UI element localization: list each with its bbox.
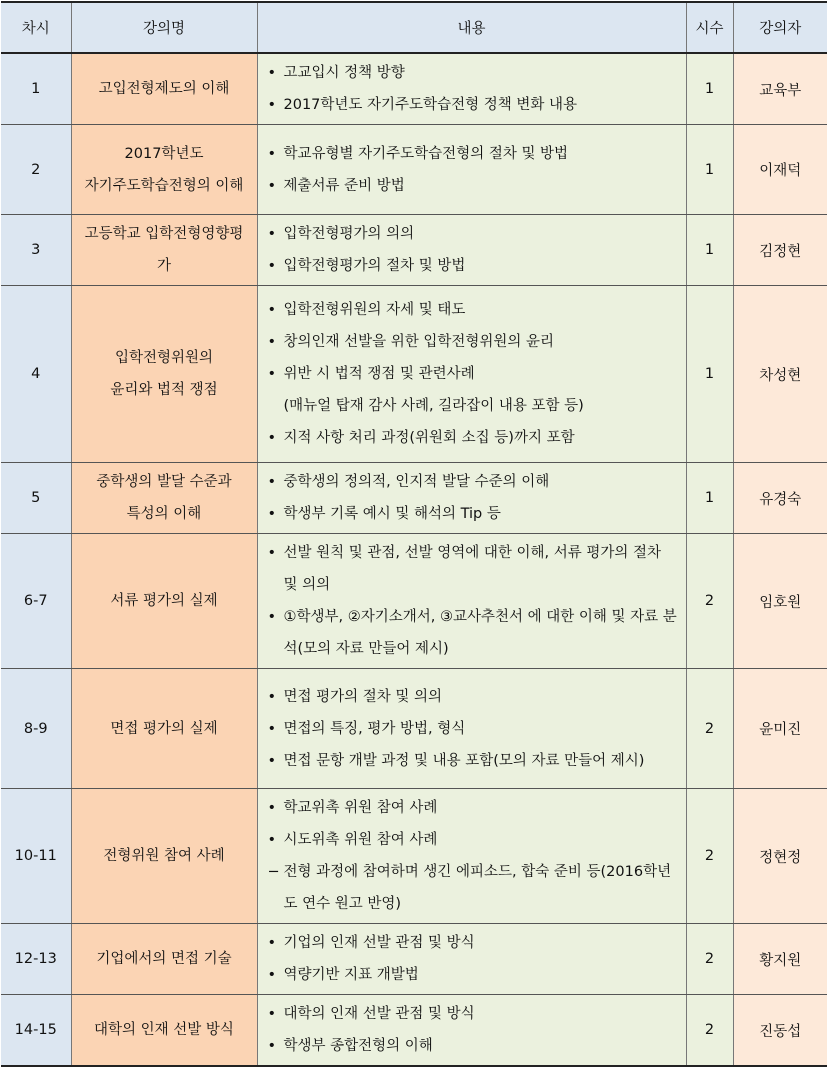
lecture-title-cell (71, 215, 257, 286)
lecture-title-line: 전형위원 참여 사례 (103, 848, 225, 864)
instructor-cell: 차성현 (733, 286, 827, 463)
content-item: (매뉴얼 탑재 감사 사례, 길라잡이 내용 포함 등) (283, 398, 584, 414)
hours-cell: 2 (686, 995, 733, 1067)
instructor-cell: 임호원 (733, 534, 827, 669)
header-session: 차시 (1, 2, 71, 53)
content-item: • 학생부 종합전형의 이해 (268, 1030, 680, 1062)
hours-cell: 2 (686, 534, 733, 669)
lecture-title-line: 특성의 이해 (126, 506, 202, 522)
instructor-cell: 윤미진 (733, 669, 827, 789)
content-item: • 입학전형위원의 자세 및 태도 (268, 294, 680, 326)
lecture-title-cell (71, 53, 257, 125)
session-cell: 5 (1, 463, 71, 534)
session-cell: 1 (1, 53, 71, 125)
content-cell (257, 924, 686, 995)
lecture-title-cell (71, 924, 257, 995)
instructor-cell: 교육부 (733, 53, 827, 125)
lecture-title-line: 서류 평가의 실제 (110, 593, 218, 609)
session-cell: 12-13 (1, 924, 71, 995)
lecture-title-line: 고등학교 입학전형영향평 (84, 226, 244, 242)
content-item: • 기업의 인재 선발 관점 및 방식 (268, 927, 680, 959)
content-item: • 지적 사항 처리 과정(위원회 소집 등)까지 포함 (268, 422, 680, 454)
instructor-cell: 황지원 (733, 924, 827, 995)
lecture-title-line: 중학생의 발달 수준과 (96, 474, 232, 490)
content-list (268, 466, 680, 530)
content-cell (257, 286, 686, 463)
table-row (1, 789, 827, 924)
lecture-title-line: 2017학년도 (124, 145, 204, 162)
content-cell (257, 215, 686, 286)
instructor-cell: 정현정 (733, 789, 827, 924)
content-item: • ①학생부, ②자기소개서, ③교사추천서 에 대한 이해 및 자료 분석(모의 자료 만들어 제시) (268, 601, 680, 665)
content-list (268, 138, 680, 202)
content-item: − 전형 과정에 참여하며 생긴 에피소드, 합숙 준비 등(2016학년도 연수 원고 반영) (268, 856, 680, 920)
curriculum-table (1, 1, 827, 1067)
lecture-title-cell (71, 789, 257, 924)
table-row (1, 534, 827, 669)
content-item: • 면접 평가의 절차 및 의의 (268, 681, 680, 713)
content-item: • 면접 문항 개발 과정 및 내용 포함(모의 자료 만들어 제시) (268, 745, 680, 777)
lecture-title-cell (71, 463, 257, 534)
lecture-title-cell (71, 995, 257, 1067)
hours-cell: 1 (686, 125, 733, 215)
lecture-title-cell (71, 534, 257, 669)
session-cell: 3 (1, 215, 71, 286)
content-item: • 학생부 기록 예시 및 해석의 Tip 등 (268, 498, 680, 530)
content-list (268, 927, 680, 991)
lecture-title-line: 입학전형위원의 (114, 350, 214, 366)
instructor-cell: 유경숙 (733, 463, 827, 534)
content-list (268, 537, 680, 665)
hours-cell: 1 (686, 286, 733, 463)
table-row (1, 125, 827, 215)
table-body (1, 53, 827, 1066)
content-cell (257, 995, 686, 1067)
content-list (268, 57, 680, 121)
content-item: • 시도위촉 위원 참여 사례 (268, 824, 680, 856)
lecture-title-line: 기업에서의 면접 기술 (96, 951, 232, 967)
table-row (1, 286, 827, 463)
content-cell (257, 669, 686, 789)
session-cell: 4 (1, 286, 71, 463)
content-list (268, 792, 680, 920)
content-item: • 제출서류 준비 방법 (268, 170, 680, 202)
session-cell: 6-7 (1, 534, 71, 669)
content-item: • 2017학년도 자기주도학습전형 정책 변화 내용 (268, 89, 680, 121)
hours-cell: 2 (686, 669, 733, 789)
content-cell (257, 534, 686, 669)
header-content: 내용 (257, 2, 686, 53)
table-row (1, 215, 827, 286)
content-item: • 선발 원칙 및 관점, 선발 영역에 대한 이해, 서류 평가의 절차 및 의의 (268, 537, 680, 601)
table-row (1, 995, 827, 1067)
header-row (1, 2, 827, 53)
hours-cell: 2 (686, 924, 733, 995)
content-item: • 대학의 인재 선발 관점 및 방식 (268, 998, 680, 1030)
header-instructor: 강의자 (733, 2, 827, 53)
content-item: • 입학전형평가의 의의 (268, 218, 680, 250)
lecture-title-line: 면접 평가의 실제 (110, 720, 218, 737)
lecture-title-cell (71, 669, 257, 789)
table-header (1, 2, 827, 53)
lecture-title-line: 윤리와 법적 쟁점 (110, 382, 218, 398)
content-item: • 위반 시 법적 쟁점 및 관련사례 (268, 358, 680, 390)
lecture-title-cell (71, 286, 257, 463)
content-cell (257, 789, 686, 924)
hours-cell: 1 (686, 53, 733, 125)
session-cell: 14-15 (1, 995, 71, 1067)
content-cell (257, 53, 686, 125)
table-row (1, 669, 827, 789)
header-lecture: 강의명 (71, 2, 257, 53)
content-list (268, 998, 680, 1062)
content-cell (257, 125, 686, 215)
lecture-title-line: 가 (156, 258, 171, 274)
content-list (268, 681, 680, 777)
table-row (1, 463, 827, 534)
instructor-cell: 진동섭 (733, 995, 827, 1067)
instructor-cell: 이재덕 (733, 125, 827, 215)
content-item: • 학교위촉 위원 참여 사례 (268, 792, 680, 824)
content-item: • 역량기반 지표 개발법 (268, 959, 680, 991)
content-list (268, 294, 680, 454)
lecture-title-cell (71, 125, 257, 215)
content-list (268, 218, 680, 282)
header-hours: 시수 (686, 2, 733, 53)
content-item: • 면접의 특징, 평가 방법, 형식 (268, 713, 680, 745)
hours-cell: 1 (686, 215, 733, 286)
lecture-title-line: 대학의 인재 선발 방식 (94, 1022, 234, 1038)
content-item: • 학교유형별 자기주도학습전형의 절차 및 방법 (268, 138, 680, 170)
content-item: • 입학전형평가의 절차 및 방법 (268, 250, 680, 282)
session-cell: 10-11 (1, 789, 71, 924)
session-cell: 2 (1, 125, 71, 215)
lecture-title-line: 고입전형제도의 이해 (98, 81, 230, 97)
instructor-cell: 김정현 (733, 215, 827, 286)
hours-cell: 2 (686, 789, 733, 924)
content-cell (257, 463, 686, 534)
content-item: • 고교입시 정책 방향 (268, 57, 680, 89)
table-row (1, 53, 827, 125)
table-row (1, 924, 827, 995)
hours-cell: 1 (686, 463, 733, 534)
lecture-title-line: 자기주도학습전형의 이해 (84, 177, 244, 194)
content-item: • 창의인재 선발을 위한 입학전형위원의 윤리 (268, 326, 680, 358)
content-item: • 중학생의 정의적, 인지적 발달 수준의 이해 (268, 466, 680, 498)
session-cell: 8-9 (1, 669, 71, 789)
